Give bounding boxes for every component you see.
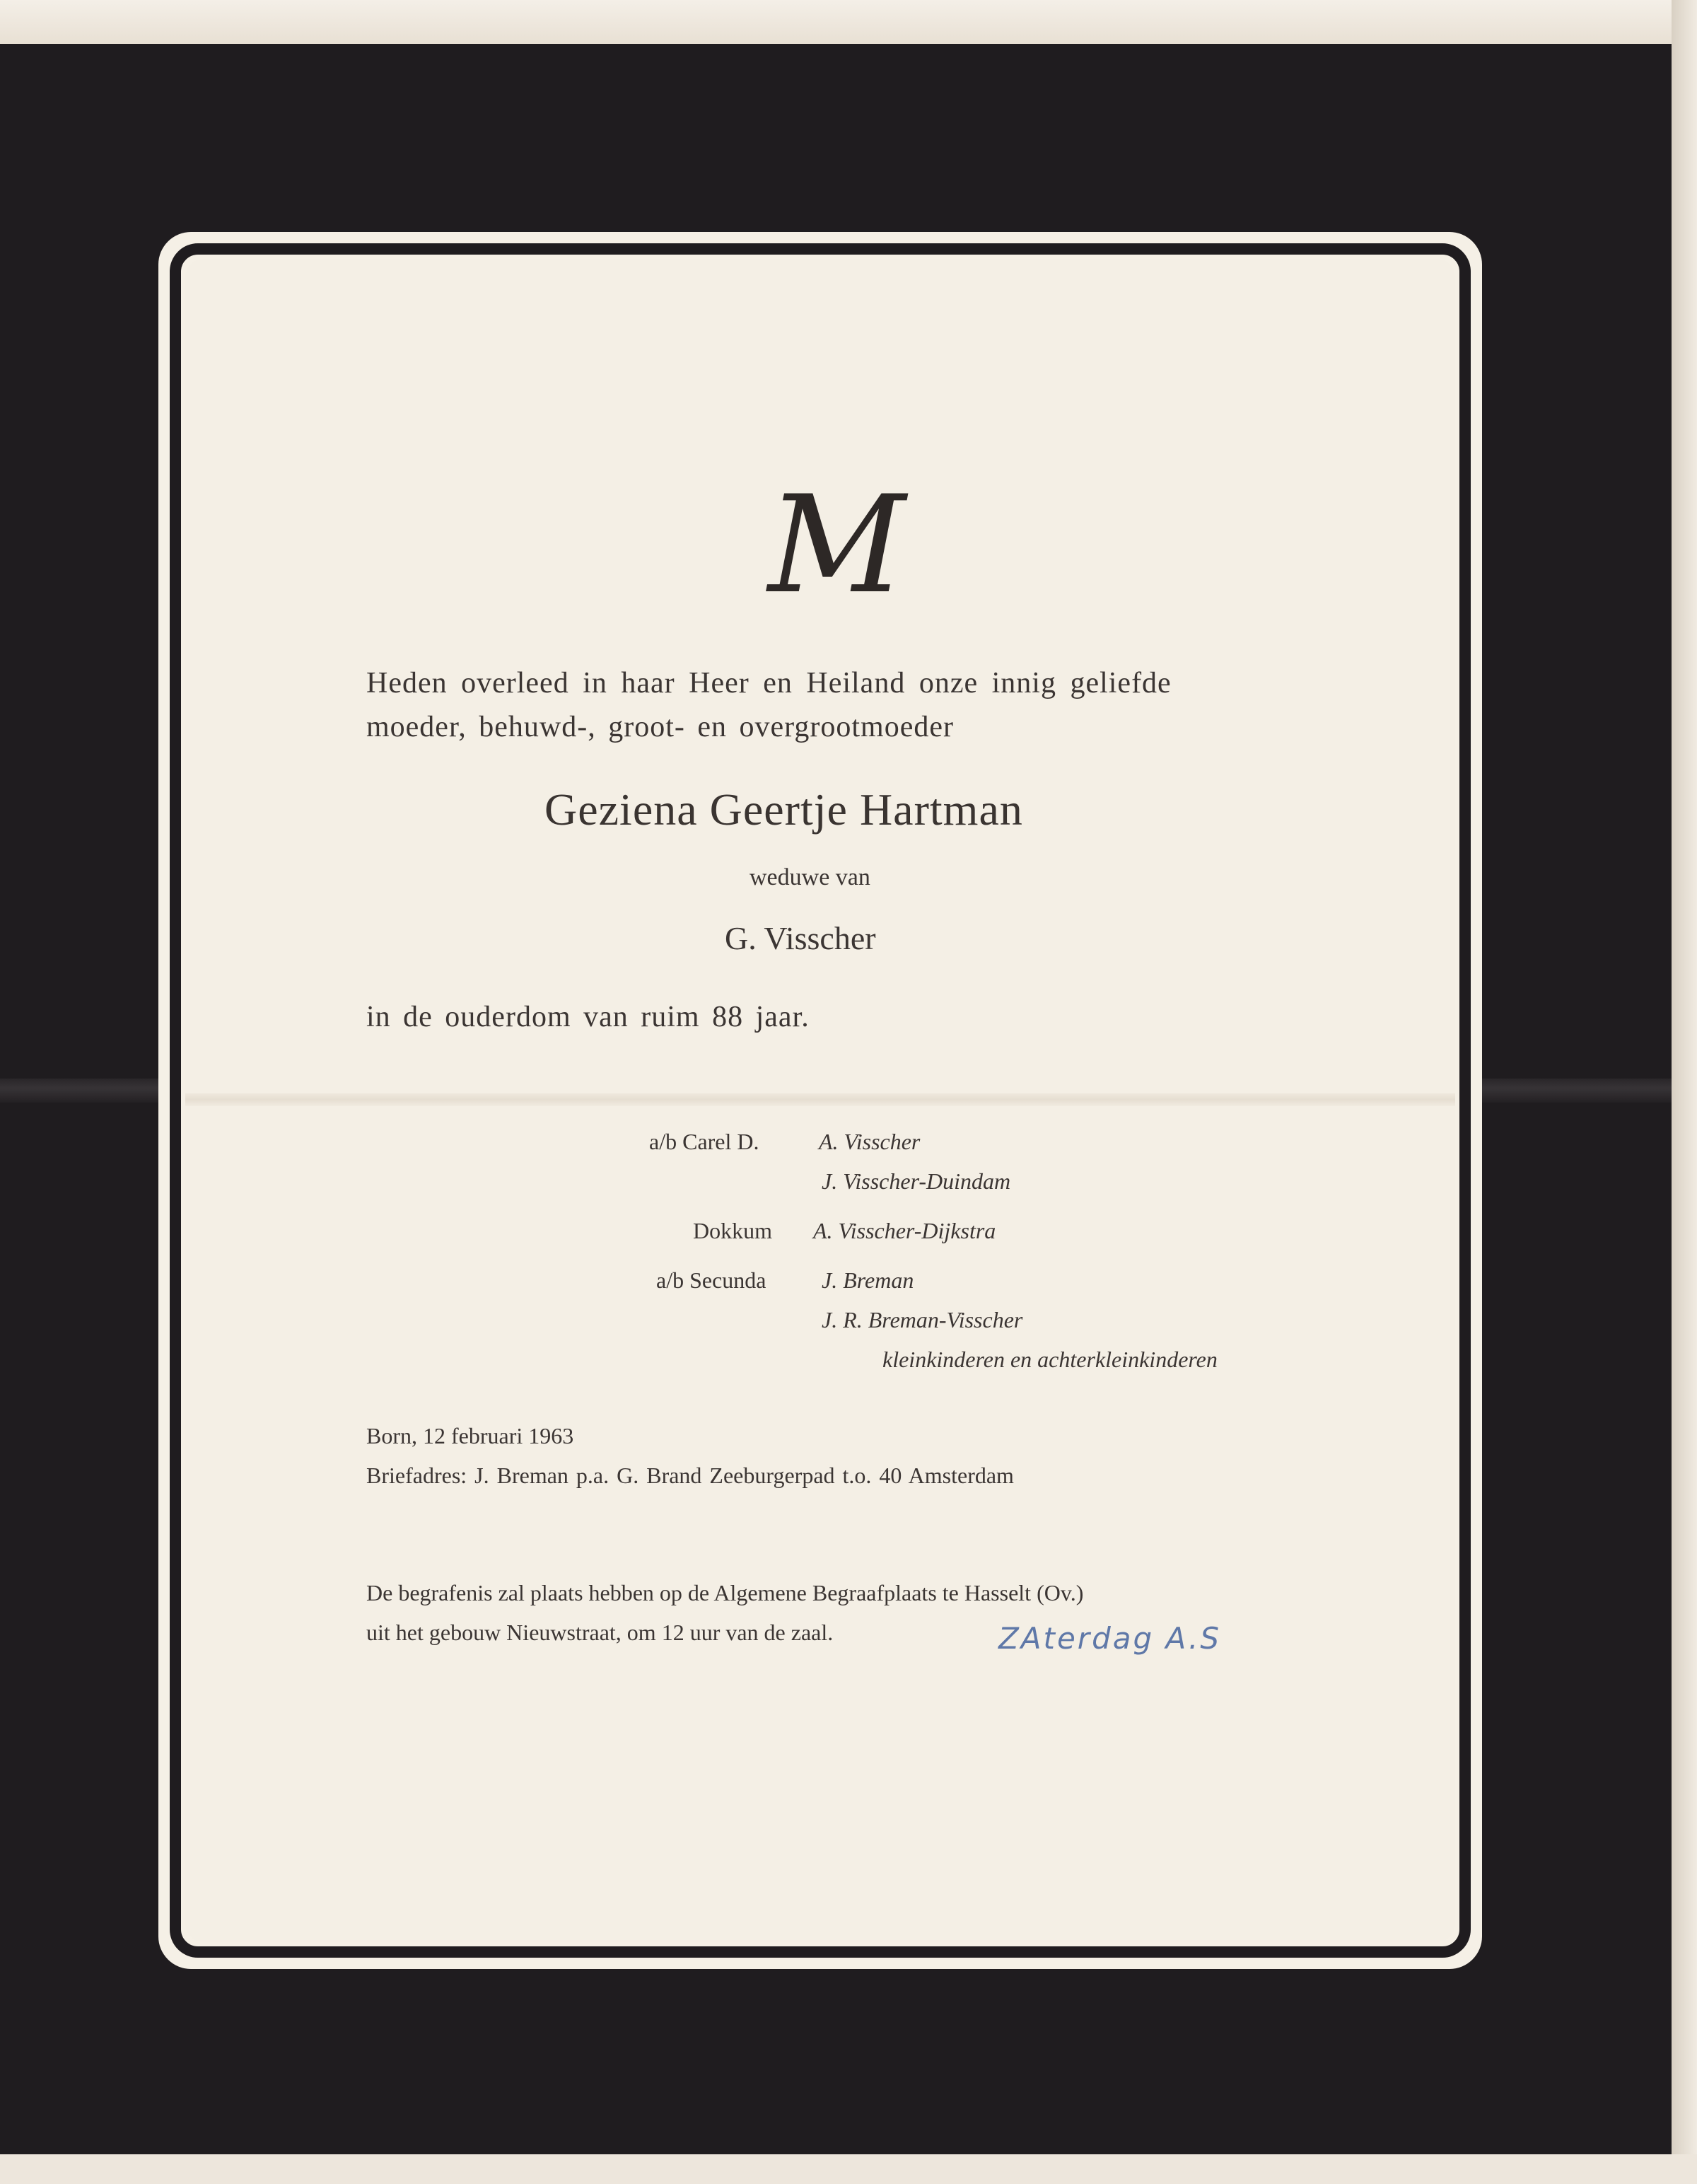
paper-right-edge bbox=[1672, 0, 1697, 2184]
funeral-line-1: De begrafenis zal plaats hebben op de Algemene Begraafplaats te Hasselt (Ov.) bbox=[366, 1580, 1084, 1605]
announcement-line-1: Heden overleed in haar Heer en Heiland onze innig geliefde bbox=[366, 667, 1172, 699]
paper-bottom-edge bbox=[0, 2154, 1697, 2184]
monogram: M bbox=[768, 467, 906, 623]
grandchildren-line: kleinkinderen en achterkleinkinderen bbox=[882, 1347, 1218, 1372]
place-date: Born, 12 februari 1963 bbox=[366, 1423, 574, 1448]
age-line: in de ouderdom van ruim 88 jaar. bbox=[366, 1001, 810, 1033]
family-location: a/b Carel D. bbox=[649, 1129, 759, 1154]
family-location: Dokkum bbox=[693, 1218, 772, 1243]
family-member: J. Breman bbox=[822, 1267, 914, 1293]
announcement-line-2: moeder, behuwd-, groot- en overgrootmoeder bbox=[366, 711, 954, 743]
letter-address: Briefadres: J. Breman p.a. G. Brand Zeeburgerpad t.o. 40 Amsterdam bbox=[366, 1463, 1014, 1488]
family-location: a/b Secunda bbox=[656, 1267, 766, 1293]
spouse-name: G. Visscher bbox=[725, 920, 876, 956]
widow-of-label: weduwe van bbox=[750, 864, 870, 890]
family-member: J. Visscher-Duindam bbox=[822, 1168, 1011, 1194]
paper-top-edge bbox=[0, 0, 1697, 44]
deceased-name: Geziena Geertje Hartman bbox=[544, 784, 1023, 835]
handwritten-note: ZAterdag A.S bbox=[998, 1621, 1222, 1656]
family-member: J. R. Breman-Visscher bbox=[822, 1307, 1023, 1332]
family-member: A. Visscher-Dijkstra bbox=[813, 1218, 996, 1243]
card-fold bbox=[185, 1093, 1455, 1106]
funeral-line-2: uit het gebouw Nieuwstraat, om 12 uur van de zaal. bbox=[366, 1620, 834, 1645]
family-member: A. Visscher bbox=[819, 1129, 921, 1154]
